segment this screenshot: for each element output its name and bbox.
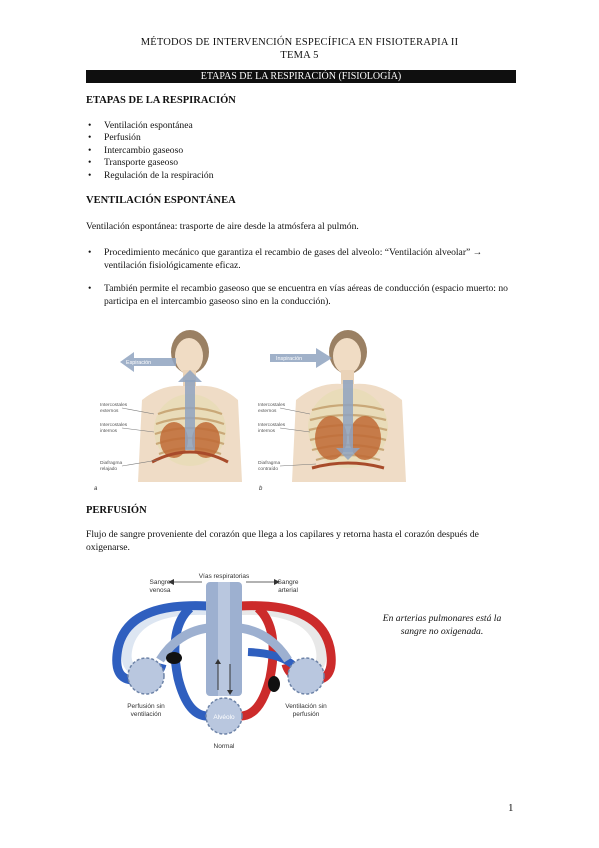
etapas-list bbox=[86, 120, 214, 182]
left-alveolus bbox=[128, 658, 164, 694]
section-band-title: ETAPAS DE LA RESPIRACIÓN (FISIOLOGÍA) bbox=[86, 70, 516, 83]
venous-blood-label-2: venosa bbox=[149, 587, 171, 594]
perfusion-without-ventilation-label-2: ventilación bbox=[130, 711, 162, 718]
breathing-figure bbox=[92, 322, 424, 494]
perfusion-note bbox=[362, 613, 522, 638]
panel-b-label: b bbox=[259, 486, 263, 492]
list-item: • Transporte gaseoso bbox=[86, 157, 214, 169]
course-title: MÉTODOS DE INTERVENCIÓN ESPECÍFICA EN FISIOTERAPIA II bbox=[140, 37, 459, 48]
arterial-blood-label-2: arterial bbox=[278, 587, 298, 594]
normal-label: Normal bbox=[213, 743, 235, 750]
right-internal-intercostals-label: Intercostales bbox=[258, 423, 286, 428]
list-item: • Intercambio gaseoso bbox=[86, 145, 214, 157]
topic-number: TEMA 5 bbox=[280, 50, 319, 61]
ventilation-without-perfusion-label-2: perfusión bbox=[292, 711, 320, 718]
perfusion-without-ventilation-label: Perfusión sin bbox=[127, 703, 165, 710]
list-item: • Perfusión bbox=[86, 132, 214, 144]
left-obstruction bbox=[166, 652, 182, 664]
right-obstruction bbox=[268, 676, 280, 692]
page-number: 1 bbox=[508, 802, 514, 814]
right-external-intercostals-label: Intercostales bbox=[258, 403, 286, 408]
ventilacion-intro: Ventilación espontánea: trasporte de aire desde la atmósfera al pulmón. bbox=[86, 221, 359, 232]
etapas-heading: ETAPAS DE LA RESPIRACIÓN bbox=[86, 95, 236, 106]
left-internal-intercostals-label-2: internos bbox=[100, 429, 118, 434]
right-external-intercostals-label-2: externos bbox=[258, 409, 277, 414]
alveolus-label: Alvéolo bbox=[213, 714, 235, 721]
right-diaphragm-state-label: contraído bbox=[258, 467, 279, 472]
right-alveolus bbox=[288, 658, 324, 694]
right-internal-intercostals-label-2: internos bbox=[258, 429, 276, 434]
list-item: • Ventilación espontánea bbox=[86, 120, 214, 132]
left-diaphragm-label: Diafragma bbox=[100, 461, 123, 466]
note-line-1: En arterias pulmonares está la bbox=[382, 613, 502, 624]
inspiration-panel bbox=[256, 322, 424, 494]
arterial-blood-label: Sangre bbox=[277, 579, 299, 586]
perfusion-diagram bbox=[98, 568, 350, 756]
left-external-intercostals-label-2: externos bbox=[100, 409, 119, 414]
airway-label: Vías respiratorias bbox=[198, 573, 250, 580]
ventilacion-bullet-2: • También permite el recambio gaseoso que se encuentra en vías aéreas de conducción (espacio muerto: no participa en el intercambio gaseoso sino en la conducción). bbox=[86, 283, 518, 308]
ventilation-without-perfusion-label: Ventilación sin bbox=[285, 703, 327, 710]
note-line-2: sangre no oxigenada. bbox=[400, 625, 484, 637]
venous-blood-label: Sangre bbox=[149, 579, 171, 586]
list-item: • Regulación de la respiración bbox=[86, 170, 214, 182]
ventilacion-heading: VENTILACIÓN ESPONTÁNEA bbox=[86, 195, 236, 206]
left-diaphragm-state-label: relajado bbox=[100, 467, 118, 472]
left-external-intercostals-label: Intercostales bbox=[100, 403, 128, 408]
perfusion-text: Flujo de sangre proveniente del corazón que llega a los capilares y retorna hasta el corazón después de oxigenarse. bbox=[86, 529, 479, 553]
inspiration-label: Inspiración bbox=[276, 356, 303, 362]
left-internal-intercostals-label: Intercostales bbox=[100, 423, 128, 428]
ventilacion-bullet-1: • Procedimiento mecánico que garantiza el recambio de gases del alveolo: “Ventilación alveolar” → ventilación fisiológicamente eficaz. bbox=[86, 247, 518, 272]
panel-a-label: a bbox=[94, 486, 98, 492]
expiration-label: Espiración bbox=[126, 360, 152, 366]
perfusion-heading: PERFUSIÓN bbox=[86, 505, 147, 516]
right-diaphragm-label: Diafragma bbox=[258, 461, 281, 466]
